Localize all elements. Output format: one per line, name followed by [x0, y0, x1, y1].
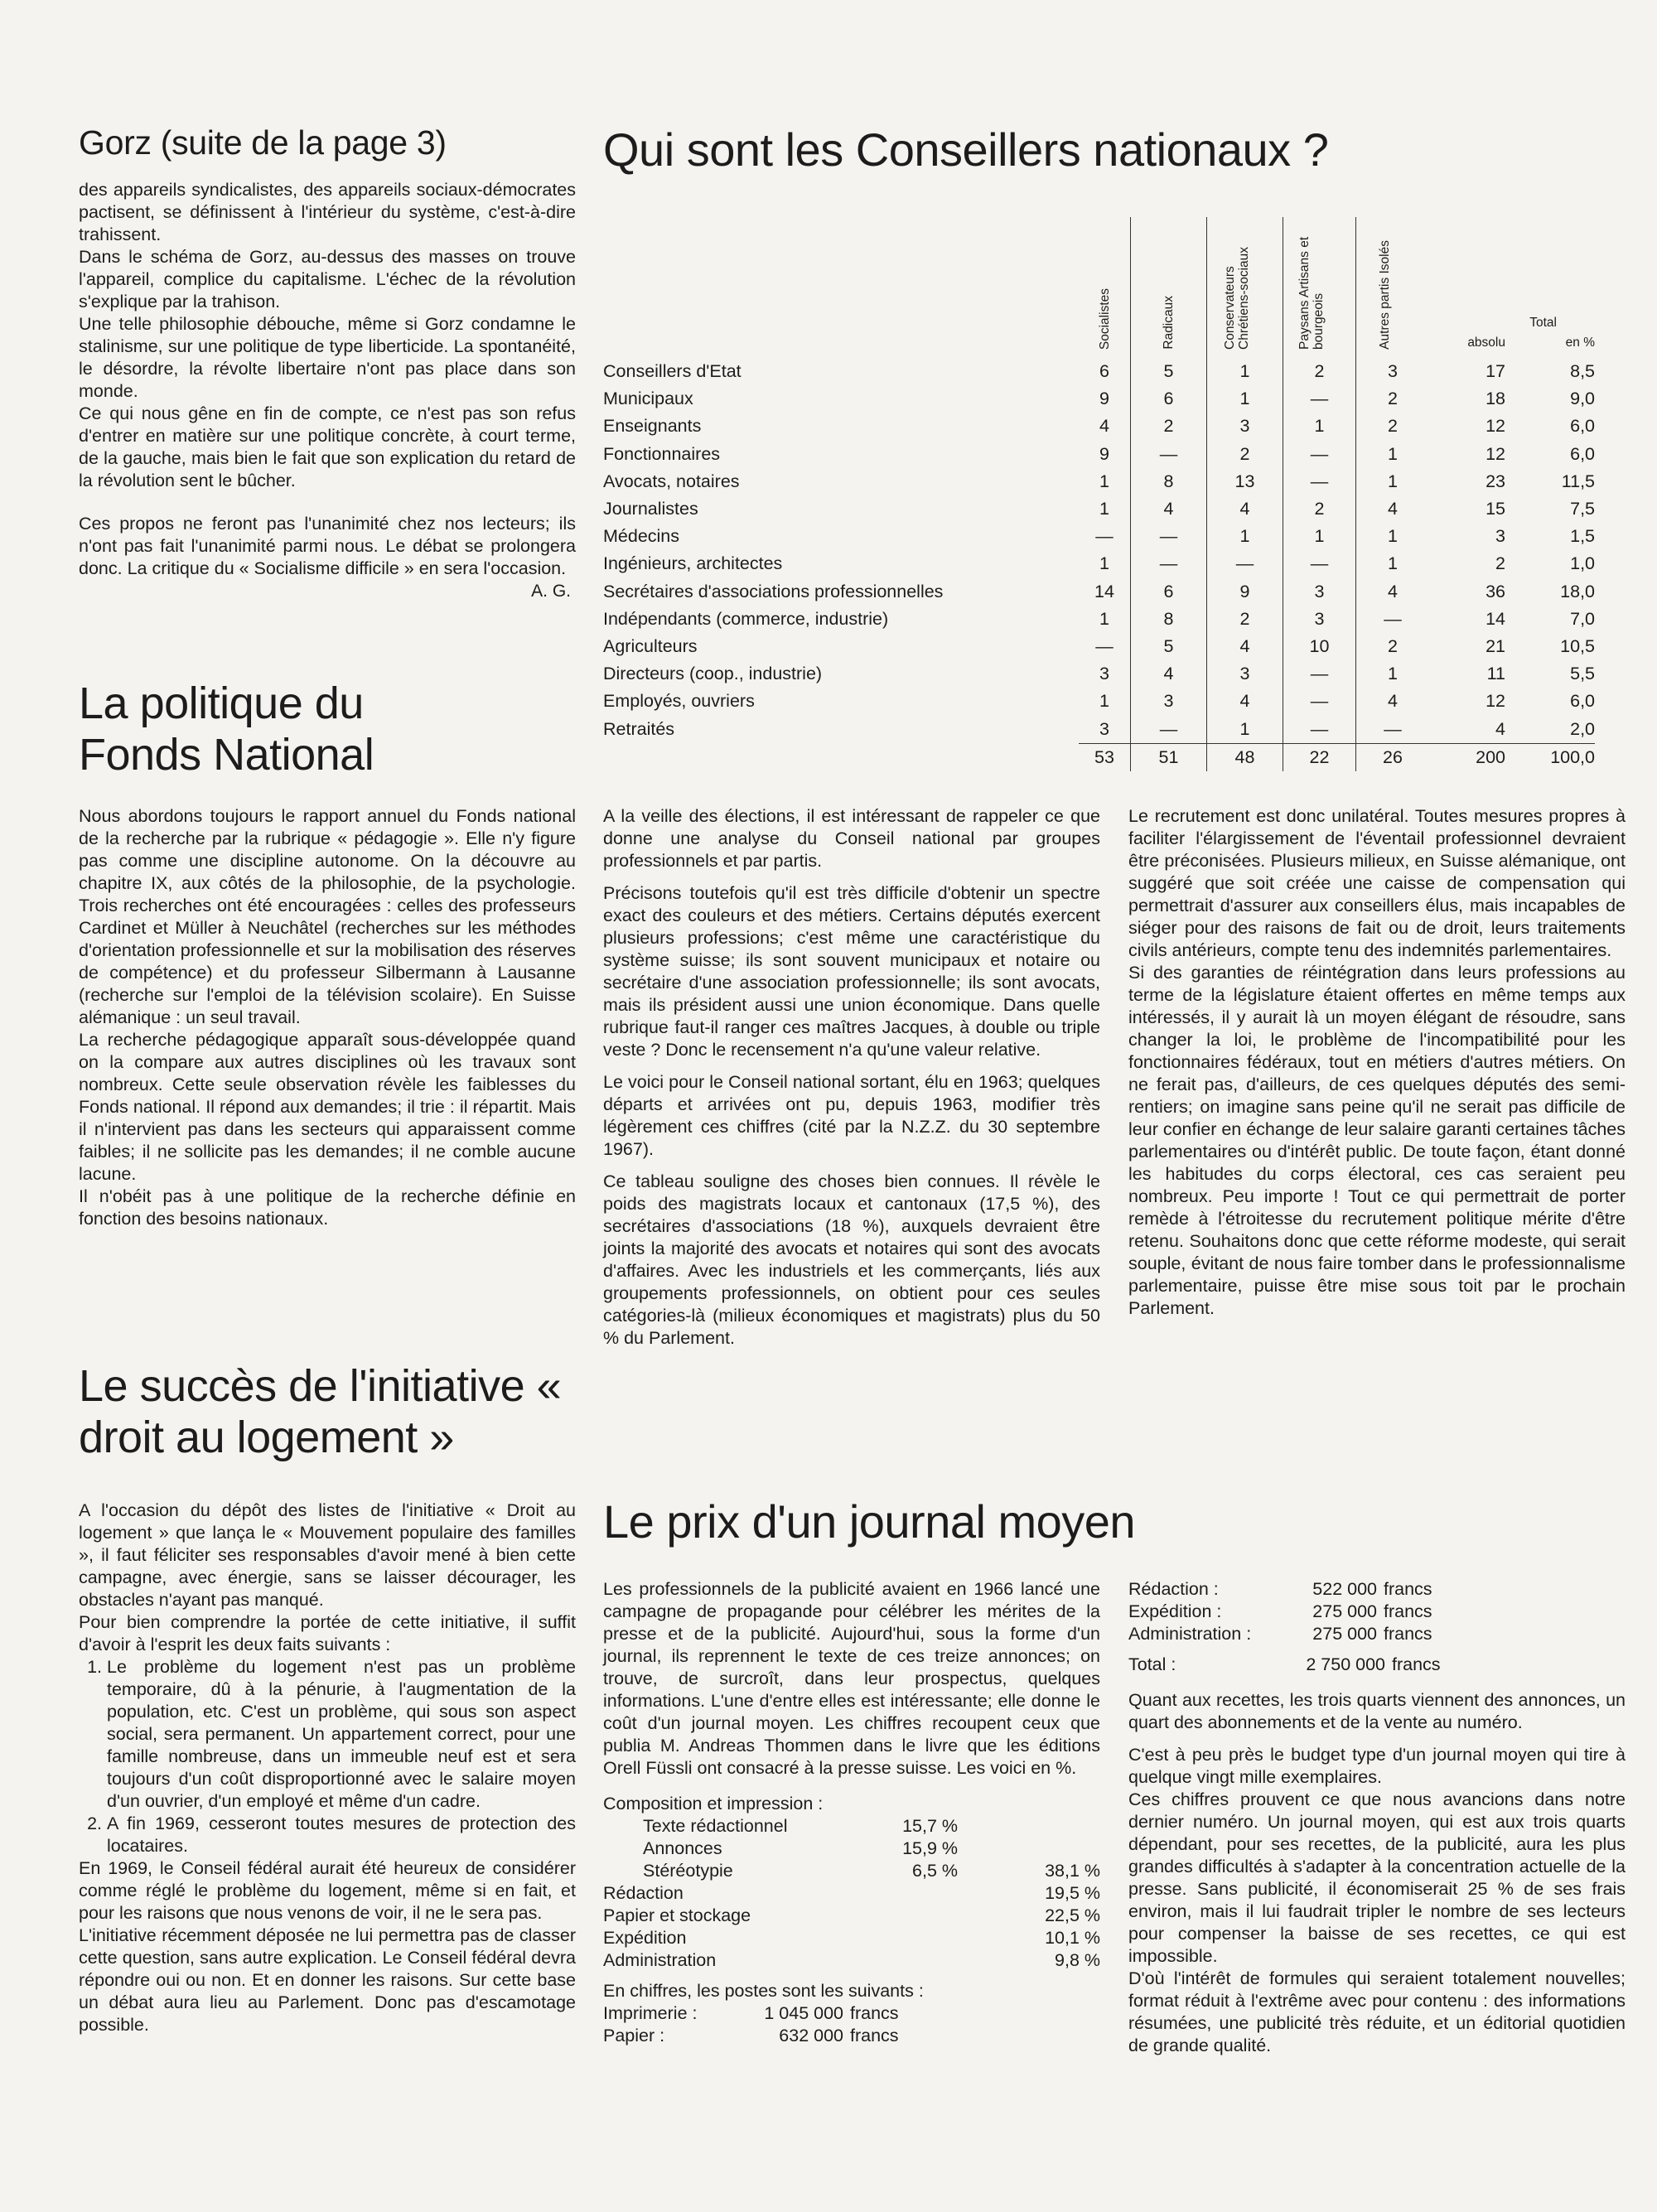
journal-title: Le prix d'un journal moyen: [603, 1495, 1136, 1548]
fonds-body: [79, 805, 576, 1230]
logement-article: [79, 1360, 576, 2036]
cost-row: [603, 1815, 1100, 1838]
paragraph: La recherche pédagogique apparaît sous-développée quand on la compare aux autres disciplines où les travaux sont nombreux. Cette seule observation révèle les faiblesses du Fonds national. Il répond aux demandes; il trie : il répartit. Mais il n'intervient pas dans les secteurs qui apparaissent comme faibles; il ne sollicite pas les demandes; il ne comble aucune lacune.: [79, 1030, 576, 1184]
figure-amount: 275 000: [1312, 1624, 1377, 1644]
table-cell: 1: [1388, 664, 1398, 684]
row-label: Secrétaires d'associations professionnelles: [603, 581, 944, 601]
table-cell: 3: [1495, 526, 1505, 547]
table-cell: 1: [1207, 715, 1283, 743]
table-cell: 6,0: [1570, 443, 1595, 464]
facts-list: [79, 1656, 576, 1857]
table-cell: 1: [1207, 385, 1283, 413]
figures2-table: [1128, 1578, 1432, 1645]
table-cell: —: [1207, 550, 1283, 577]
table-cell: 36: [1486, 581, 1505, 601]
table-cell: 1,0: [1570, 553, 1595, 574]
total-table: [1128, 1654, 1441, 1676]
table-cell: 1: [1388, 443, 1398, 464]
table-cell: 3: [1207, 660, 1283, 688]
table-row: [603, 358, 1595, 385]
table-cell: 1: [1283, 523, 1356, 550]
row-label: Indépendants (commerce, industrie): [603, 608, 889, 629]
table-cell: 12: [1486, 691, 1505, 712]
cost-label: Rédaction: [603, 1883, 684, 1903]
figure-label: Imprimerie :: [603, 2003, 698, 2023]
cost-label: Texte rédactionnel: [643, 1816, 788, 1836]
table-cell: 1: [1388, 553, 1398, 574]
table-cell: 13: [1207, 468, 1283, 495]
table-cell: 14: [1486, 608, 1505, 629]
table-cell: 3: [1283, 606, 1356, 633]
gorz-title: Gorz (suite de la page 3): [79, 123, 447, 162]
figure-amount: 1 045 000: [764, 2003, 843, 2023]
table-row: [603, 606, 1595, 633]
absolu-label: absolu: [1467, 336, 1505, 350]
table-cell: 1: [1079, 468, 1131, 495]
table-cell: 1: [1079, 495, 1131, 523]
table-row: [603, 385, 1595, 413]
figures-table: [603, 2002, 899, 2047]
table-cell: 5: [1131, 358, 1207, 385]
table-cell: 23: [1486, 471, 1505, 491]
table-cell: 1: [1388, 471, 1398, 491]
table-cell: —: [1131, 523, 1207, 550]
table-cell: 2: [1283, 358, 1356, 385]
figure-amount: 522 000: [1312, 1579, 1377, 1599]
table-cell: 3: [1283, 578, 1356, 606]
table-row: [603, 468, 1595, 495]
paragraph: Ces chiffres prouvent ce que nous avancions dans notre dernier numéro. Un journal moyen, qui est aux trois quarts dépendant, pour ses recettes, de la publicité, aura les plus grandes difficultés à s'adapter à la concentration actuelle de la presse. Sans publicité, il économiserait 25 % de ses frais environ, mais il lui faudrait tripler le nombre de ses lecteurs pour compenser la baisse de ses recettes, ce qui est impossible.: [1128, 1789, 1626, 1966]
cost-pct: 19,5 %: [1045, 1883, 1100, 1903]
table-cell: —: [1283, 688, 1356, 715]
table-cell: 10,5: [1560, 635, 1595, 656]
table-cell: 2: [1388, 389, 1398, 409]
table-cell: —: [1384, 608, 1402, 629]
row-label: Retraités: [603, 718, 675, 739]
table-cell: —: [1283, 715, 1356, 743]
table-row: [603, 578, 1595, 606]
table-row: [603, 688, 1595, 715]
table-cell: 6,0: [1570, 691, 1595, 712]
total-label: Total :: [1128, 1654, 1176, 1674]
table-cell: —: [1384, 718, 1402, 739]
logement-title: Le succès de l'initiative « droit au logement »: [79, 1361, 562, 1462]
table-cell: 8: [1131, 468, 1207, 495]
figure-label: Papier :: [603, 2026, 665, 2045]
cost-pct: 6,5 %: [912, 1861, 958, 1881]
table-cell: 4: [1207, 688, 1283, 715]
table-cell: 2: [1207, 441, 1283, 468]
cost-row: [603, 1860, 1100, 1882]
paragraph: Précisons toutefois qu'il est très difficile d'obtenir un spectre exact des couleurs et des métiers. Certains députés exercent plusieurs professions; c'est même une caractéristique du système suisse; ils sont souvent municipaux et notaire ou secrétaire d'une association professionnelle; ils sont avocats, mais ils président aussi une union économique. Dans quelle rubrique faut-il ranger ces maîtres Jacques, à double ou triple veste ? Donc le recensement n'a qu'une valeur relative.: [603, 883, 1100, 1060]
figure-label: Expédition :: [1128, 1601, 1222, 1621]
row-label: Ingénieurs, architectes: [603, 553, 783, 574]
table-cell: 2: [1388, 416, 1398, 437]
table-cell: 4: [1388, 691, 1398, 712]
column-header: Paysans Artisans et bourgeois: [1283, 217, 1356, 358]
paragraph: L'initiative récemment déposée ne lui permettra pas de classer cette question, sans autre explication. Le Conseil fédéral devra répondre oui ou non. Et en donner les raisons. Sur cette base un débat aura lieu au Parlement. Donc pas d'escamotage possible.: [79, 1925, 576, 2035]
table-cell: 7,0: [1570, 608, 1595, 629]
cost-label: Expédition: [603, 1928, 687, 1948]
table-cell: 12: [1486, 416, 1505, 437]
paragraph: Si des garanties de réintégration dans leurs professions au terme de la législature étaient offertes en même temps aux intéressés, il y aurait là un moyen élégant de résoudre, sans changer la loi, le problème de l'incompatibilité pour les fonctionnaires fédéraux, tout en métiers d'autres métiers. On ne ferait pas, d'ailleurs, de ces quelques députés des semi-rentiers; on imagine sans peine qu'il ne serait pas difficile de leur confier en échange de leur salaire garanti certaines tâches parlementaires ou d'intérêt public. De toute façon, étant donné les habitudes du corps électoral, ces cas seraient peu nombreux. Peu importe ! Tout ce qui permettrait de porter remède à l'étroitesse du recrutement politique mérite d'être retenu. Souhaitons donc que cette réforme modeste, qui serait souple, évitant de nous faire tomber dans le professionnalisme parlementaire, puisse être mise sous toit par le prochain Parlement.: [1128, 963, 1626, 1318]
row-label: Journalistes: [603, 499, 698, 519]
column-header: Conservateurs Chrétiens-sociaux: [1207, 217, 1283, 358]
paragraph: A l'occasion du dépôt des listes de l'initiative « Droit au logement » que lança le « Mouvement populaire des familles », il faut féliciter ses responsables d'avoir mené à bien cette campagne, avec énergie, sans se laisser décourager, les obstacles n'ayant pas manqué.: [79, 1500, 576, 1610]
table-cell: 6: [1079, 358, 1131, 385]
paragraph: Ce qui nous gêne en fin de compte, ce n'est pas son refus d'entrer en matière sur une politique concrète, à court terme, de la gauche, mais bien le fait que son explication du retard de la révolution sent le bûcher.: [79, 403, 576, 490]
paragraph: Dans le schéma de Gorz, au-dessus des masses on trouve l'appareil, complice du capitalisme. L'échec de la révolution s'explique par la trahison.: [79, 247, 576, 312]
table-cell: —: [1131, 715, 1207, 743]
column-header: Autres partis Isolés: [1378, 240, 1392, 350]
comp-label: Composition et impression :: [603, 1794, 824, 1814]
row-label: Médecins: [603, 526, 680, 547]
table-cell: 3: [1079, 660, 1131, 688]
cost-pct: 15,9 %: [902, 1838, 958, 1858]
row-label: Agriculteurs: [603, 635, 698, 656]
figure-unit: francs: [1384, 1579, 1432, 1599]
table-row: [603, 413, 1595, 440]
row-label: Enseignants: [603, 416, 702, 437]
cost-label: Papier et stockage: [603, 1905, 751, 1925]
table-cell: 4: [1131, 495, 1207, 523]
paragraph: Ce tableau souligne des choses bien connues. Il révèle le poids des magistrats locaux et cantonaux (17,5 %), des secrétaires d'associations (18 %), auxquels devraient être joints la majorité des avocats et notaires qui sont des avocats d'affaires. Avec les industriels et les commerçants, liés aux groupements professionnels, on obtient pour ces seules catégories-là (milieux économiques et magistrats) plus du 50 % du Parlement.: [603, 1171, 1100, 1348]
table-cell: 6: [1131, 385, 1207, 413]
total-cell: 100,0: [1515, 743, 1595, 771]
cost-pct: 9,8 %: [1055, 1950, 1100, 1970]
pct-label: en %: [1565, 336, 1595, 350]
paragraph: Pour bien comprendre la portée de cette initiative, il suffit d'avoir à l'esprit les deux faits suivants :: [79, 1612, 576, 1654]
conseillers-title: Qui sont les Conseillers nationaux ?: [603, 123, 1329, 176]
paragraph: En 1969, le Conseil fédéral aurait été heureux de considérer comme réglé le problème du logement, même si en fait, et pour les raisons que nous venons de voir, il ne le sera pas.: [79, 1858, 576, 1923]
figure-row: [1128, 1578, 1432, 1601]
list-item: 1. Le problème du logement n'est pas un problème temporaire, dû à la pénurie, à l'augmentation de la population, etc. C'est un problème, qui sous son aspect social, sera permanent. Un appartement correct, pour une famille nombreuse, dans un immeuble neuf est et sera toujours d'un coût disproportionné avec le salaire moyen d'un ouvrier, d'un employé et même d'un cadre.: [107, 1656, 576, 1813]
fonds-title: La politique du Fonds National: [79, 679, 374, 780]
total-cell: 200: [1429, 743, 1515, 771]
cost-row: [603, 1927, 1100, 1949]
paragraph: Les professionnels de la publicité avaient en 1966 lancé une campagne de propagande pour célébrer les mérites de la presse et de la publicité. Aujourd'hui, sous la forme d'un journal, ils reprennent le texte de ces treize annonces; on trouve, de surcroît, dans leur prospectus, quelques informations. L'une d'entre elles est intéressante; elle donne le coût d'un journal moyen. Les chiffres recoupent ceux que publia M. Andreas Thommen dans le livre que les éditions Orell Füssli ont consacré à la presse suisse. Les voici en %.: [603, 1579, 1100, 1778]
paragraph: Le recrutement est donc unilatéral. Toutes mesures propres à faciliter l'élargissement de l'éventail professionnel devraient être préconisées. Plusieurs milieux, en Suisse alémanique, ont suggéré que soit créée une caisse de compensation qui permettrait d'assurer aux conseillers élus, mais incapables de siéger pour des raisons de fait ou de droit, leurs traitements civils antérieurs, compte tenu des indemnités parlementaires.: [1128, 806, 1626, 960]
paragraph: Nous abordons toujours le rapport annuel du Fonds national de la recherche par la rubrique « pédagogie ». Elle n'y figure pas comme une discipline autonome. On la découvre au chapitre IX, aux côtés de la philosophie, de la psychologie. Trois recherches ont été encouragées : celles des professeurs Cardinet et Müller à Neuchâtel (recherches sur les méthodes d'orientation professionnelle et sur la mobilisation des réserves de compétence) et du professeur Silbermann à Lausanne (recherche sur l'emploi de la télévision scolaire). En Suisse alémanique : un seul travail.: [79, 806, 576, 1027]
paragraph: Une telle philosophie débouche, même si Gorz condamne le stalinisme, sur une politique de type liberticide. La spontanéité, le désordre, la révolte libertaire n'ont pas place dans son monde.: [79, 314, 576, 401]
journal-col1: [603, 1578, 1100, 2047]
figure-label: Rédaction :: [1128, 1579, 1219, 1599]
gorz-body: [79, 179, 576, 602]
figure-unit: francs: [850, 2003, 899, 2023]
fonds-article: [79, 678, 576, 1230]
table-cell: 14: [1079, 578, 1131, 606]
table-cell: —: [1079, 633, 1131, 660]
table-cell: —: [1131, 441, 1207, 468]
paragraph: D'où l'intérêt de formules qui seraient totalement nouvelles; format réduit à l'extrême avec pour contenu : des informations résumées, une publicité très réduite, et un éditorial quotidien de grande qualité.: [1128, 1968, 1626, 2055]
profession-party-table: [603, 217, 1595, 771]
row-label: Municipaux: [603, 389, 693, 409]
table-cell: 8: [1131, 606, 1207, 633]
figure-label: Administration :: [1128, 1624, 1252, 1644]
table-row: [603, 523, 1595, 550]
row-label: Avocats, notaires: [603, 471, 740, 491]
table-cell: 4: [1131, 660, 1207, 688]
table-cell: 11,5: [1561, 471, 1595, 491]
table-cell: —: [1079, 523, 1131, 550]
figures-lead: En chiffres, les postes sont les suivants :: [603, 1981, 924, 2001]
cost-total: 38,1 %: [1045, 1861, 1100, 1881]
table-row: [603, 550, 1595, 577]
table-cell: 15: [1486, 499, 1505, 519]
paragraph: Le voici pour le Conseil national sortant, élu en 1963; quelques départs et arrivées ont pu, depuis 1963, modifier très légèrement ces chiffres (cité par la N.Z.Z. du 30 septembre 1967).: [603, 1072, 1100, 1159]
table-cell: 9,0: [1570, 389, 1595, 409]
table-cell: 5,5: [1570, 664, 1595, 684]
table-cell: 7,5: [1570, 499, 1595, 519]
table-cell: 21: [1486, 635, 1505, 656]
total-unit: francs: [1392, 1654, 1441, 1674]
total-cell: 48: [1207, 743, 1283, 771]
table-row: [603, 441, 1595, 468]
table-row: [603, 715, 1595, 743]
table-cell: 1: [1388, 526, 1398, 547]
table-cell: 1: [1207, 523, 1283, 550]
table-header-row: [603, 217, 1595, 358]
table-cell: 3: [1131, 688, 1207, 715]
table-cell: 1: [1283, 413, 1356, 440]
cost-pct: 15,7 %: [902, 1816, 958, 1836]
row-label: Directeurs (coop., industrie): [603, 664, 823, 684]
table-cell: —: [1131, 550, 1207, 577]
table-cell: 1: [1079, 606, 1131, 633]
total-row: [1128, 1654, 1441, 1676]
table-cell: 12: [1486, 443, 1505, 464]
cost-row: [603, 1949, 1100, 1972]
table-cell: 1,5: [1570, 526, 1595, 547]
figure-unit: francs: [1384, 1624, 1432, 1644]
cost-row: [603, 1882, 1100, 1905]
total-amount: 2 750 000: [1306, 1654, 1385, 1674]
table-cell: 1: [1207, 358, 1283, 385]
row-label: Conseillers d'Etat: [603, 361, 742, 382]
cost-total: [958, 1815, 1100, 1838]
total-cell: 26: [1356, 743, 1430, 771]
table-cell: 4: [1207, 633, 1283, 660]
column-header: Radicaux: [1131, 217, 1207, 358]
column-header: Socialistes: [1079, 217, 1131, 358]
figure-row: [603, 2025, 899, 2047]
figure-amount: 275 000: [1312, 1601, 1377, 1621]
list-item: 2. A fin 1969, cesseront toutes mesures de protection des locataires.: [107, 1813, 576, 1857]
council-table: [603, 217, 1624, 771]
table-cell: 9: [1207, 578, 1283, 606]
gorz-article: [79, 123, 576, 602]
cost-label: Administration: [603, 1950, 717, 1970]
table-cell: 9: [1079, 385, 1131, 413]
paragraph: A la veille des élections, il est intéressant de rappeler ce que donne une analyse du Conseil national par groupes professionnels et par partis.: [603, 806, 1100, 871]
cost-label: Stéréotypie: [643, 1861, 733, 1881]
table-cell: 3: [1079, 715, 1131, 743]
column-header: [1515, 217, 1595, 358]
cost-table: [603, 1815, 1100, 1972]
total-cell: 51: [1131, 743, 1207, 771]
table-cell: 2: [1388, 635, 1398, 656]
table-cell: 11: [1486, 664, 1505, 684]
table-cell: —: [1283, 660, 1356, 688]
table-cell: 8,5: [1570, 361, 1595, 382]
table-cell: 5: [1131, 633, 1207, 660]
table-cell: 2,0: [1570, 718, 1595, 739]
table-cell: 6: [1131, 578, 1207, 606]
cost-pct: 10,1 %: [1045, 1928, 1100, 1948]
total-cell: 22: [1283, 743, 1356, 771]
table-row: [603, 660, 1595, 688]
paragraph: Il n'obéit pas à une politique de la recherche définie en fonction des besoins nationaux.: [79, 1186, 576, 1229]
table-cell: 6,0: [1570, 416, 1595, 437]
row-label: Fonctionnaires: [603, 443, 721, 464]
journal-col2: [1128, 1578, 1626, 2057]
cost-total: [958, 1838, 1100, 1860]
table-cell: 3: [1388, 361, 1398, 382]
table-cell: 4: [1495, 718, 1505, 739]
conseillers-col1: [603, 805, 1100, 1350]
table-cell: —: [1283, 550, 1356, 577]
table-cell: 1: [1079, 550, 1131, 577]
table-cell: —: [1283, 468, 1356, 495]
figure-unit: francs: [1384, 1601, 1432, 1621]
logement-body: [79, 1500, 576, 2036]
table-row: [603, 495, 1595, 523]
cost-label: Annonces: [643, 1838, 722, 1858]
cost-row: [603, 1905, 1100, 1927]
table-cell: 2: [1207, 606, 1283, 633]
paragraph: Ces propos ne feront pas l'unanimité chez nos lecteurs; ils n'ont pas fait l'unanimité parmi nous. Le débat se prolongera donc. La critique du « Socialisme difficile » en sera l'occasion.: [79, 514, 576, 578]
total-cell: 53: [1079, 743, 1131, 771]
table-cell: 3: [1207, 413, 1283, 440]
figure-row: [603, 2002, 899, 2025]
signature: A. G.: [531, 582, 571, 601]
table-cell: 2: [1495, 553, 1505, 574]
figure-amount: 632 000: [779, 2026, 843, 2045]
cost-pct: 22,5 %: [1045, 1905, 1100, 1925]
table-cell: 2: [1283, 495, 1356, 523]
table-cell: 4: [1079, 413, 1131, 440]
conseillers-col2: [1128, 805, 1626, 1320]
table-cell: 4: [1207, 495, 1283, 523]
table-cell: 2: [1131, 413, 1207, 440]
column-header: [1429, 217, 1557, 358]
table-cell: —: [1283, 385, 1356, 413]
paragraph: C'est à peu près le budget type d'un journal moyen qui tire à quelque vingt mille exemplaires.: [1128, 1745, 1626, 1787]
figure-unit: francs: [850, 2026, 899, 2045]
table-cell: 17: [1486, 361, 1505, 382]
total-label: Total: [1529, 316, 1557, 330]
table-cell: 4: [1388, 499, 1398, 519]
table-cell: 10: [1283, 633, 1356, 660]
figure-row: [1128, 1623, 1432, 1645]
paragraph: Quant aux recettes, les trois quarts viennent des annonces, un quart des abonnements et de la vente au numéro.: [1128, 1690, 1626, 1732]
table-cell: 1: [1079, 688, 1131, 715]
table-row: [603, 633, 1595, 660]
cost-row: [603, 1838, 1100, 1860]
total-row: [603, 743, 1595, 771]
table-cell: —: [1283, 441, 1356, 468]
figure-row: [1128, 1601, 1432, 1623]
table-cell: 18: [1486, 389, 1505, 409]
table-cell: 9: [1079, 441, 1131, 468]
paragraph: des appareils syndicalistes, des appareils sociaux-démocrates pactisent, se définissent à l'intérieur du système, c'est-à-dire trahissent.: [79, 180, 576, 244]
table-cell: 4: [1388, 581, 1398, 601]
table-cell: 18,0: [1560, 581, 1595, 601]
row-label: Employés, ouvriers: [603, 691, 755, 712]
